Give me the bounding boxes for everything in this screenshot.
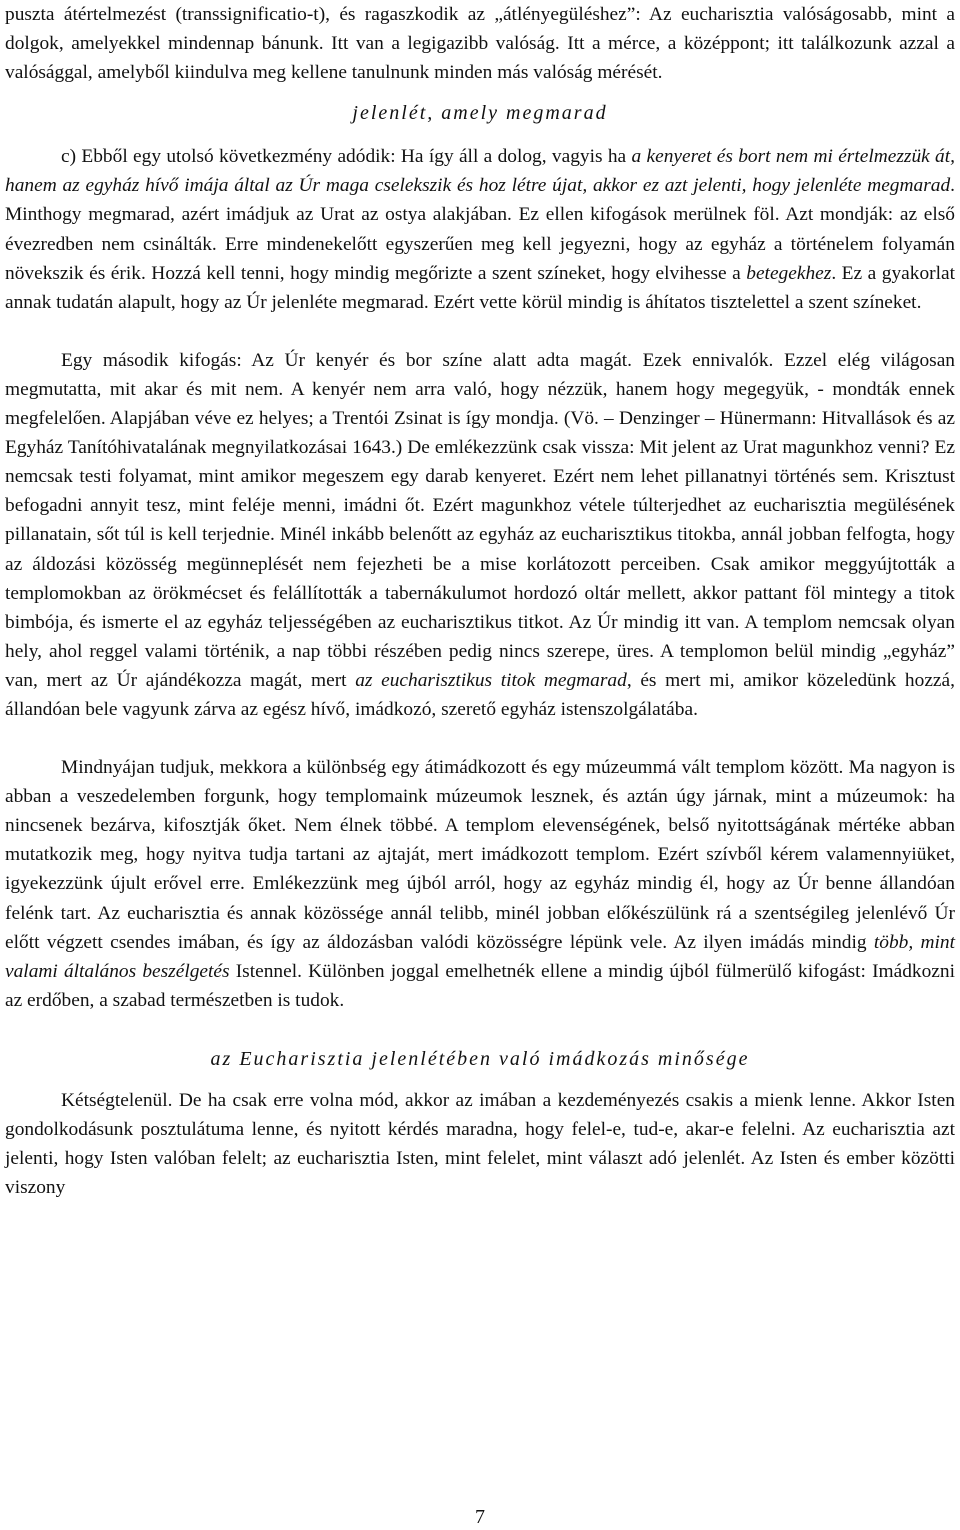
document-page — [5, 0, 955, 1202]
text-run: c) Ebből egy utolsó következmény adódik: Ha így áll a dolog, vagyis ha — [61, 146, 632, 168]
italic-text-run: betegekhez — [746, 262, 832, 284]
italic-text-run: a kenyeret és bort nem mi értelmezzük át, hanem az egyház hívő imája által az Úr maga cselekszik és hoz létre újat, akkor ez azt jelenti, hogy jelenléte megmarad — [5, 146, 955, 197]
text-run: Mindnyájan tudjuk, mekkora a különbség egy átimádkozott és egy múzeummá vált templom között. Ma nagyon is abban a veszedelemben forgunk, hogy templomaink múzeumok lesznek, és aztán úgy járnak, mint a múzeumok: ha nincsenek bezárva, kifosztják őket. Nem élnek többé. A templom elevenségének, belső nyitottságának mértéke abban mutatkozik meg, hogy nyitva tudja tartani az ajtaját, mert imádkozott templom. Ezért szívből kérem valamennyiüket, igyekezzünk újult erővel erre. Emlékezzünk meg újból arról, hogy az egyház mindig él, hogy az Úr benne állandóan felénk tart. Az eucharisztia és annak közössége annál telibb, minél jobban előkészülünk rá a szentségileg jelenlévő Úr előtt végzett csendes imában, és így az áldozásban valódi közösségre lépünk vele. Az ilyen imádás mindig — [5, 757, 955, 953]
text-run: . Ez a gyakorlat annak tudatán alapult, hogy az Úr jelenléte megmarad. Ezért vette körül mindig is áhítatos tisztelettel a szent színeket. — [5, 262, 955, 313]
section-heading: az Eucharisztia jelenlétében való imádkozás minősége — [210, 1047, 750, 1070]
section-heading: jelenlét, amely megmarad — [352, 102, 608, 125]
page-number: 7 — [475, 1506, 485, 1528]
italic-text-run: az eucharisztikus titok megmarad — [355, 669, 627, 691]
text-run: Egy második kifogás: Az Úr kenyér és bor színe alatt adta magát. Ezek ennivalók. Ezzel elég világosan megmutatta, mit akar és mit nem. A kenyér nem arra való, hogy nézzük, hanem hogy megegyük, - mondták ennek megfelelően. Alapjában véve ez helyes; a Trentói Zsinat is így mondja. (Vö. – Denzinger – Hünermann: Hitvallások és az Egyház Tanítóhivatalának megnyilatkozásai 1643.) De emlékezzünk csak vissza: Mit jelent az Urat magunkhoz venni? Ez nemcsak testi folyamat, mint amikor megeszem egy darab kenyeret. Ezért nem lehet pillanatnyi történés sem. Krisztust befogadni annyit tesz, mint feléje menni, imádni őt. Ezért magunkhoz vétele túlterjedhet az eucharisztia megülésének pillanatain, sőt túl is kell terjednie. Minél inkább belenőtt az egyház az eucharisztikus titokba, annál jobban felfogta, hogy az áldozási közösség megünneplését nem fejezheti be a mise korlátozott perceiben. Csak amikor meggyújtották a templomokban az örökmécset és felállították a tabernákulumot hordozó oltár mellett, akkor pattant föl mintegy a titok bimbója, és ismerte el az egyház teljességében az eucharisztikus titkot. Az Úr mindig itt van. A templom nemcsak olyan hely, ahol reggel valami történik, a nap többi részében pedig nincs szerepe, üres. A templomon belül mindig „egyház” van, mert az Úr ajándékozza magát, mert — [5, 349, 955, 691]
text-run: puszta átértelmezést (transsignificatio-t), és ragaszkodik az „átlényegüléshez”: Az eucharisztia valóságosabb, mint a dolgok, amelyekkel mindennap bánunk. Itt van a legigazibb valóság. Itt a mérce, a középpont; itt találkozunk azzal a valósággal, amelyből kiindulva meg kellene tanulnunk minden más valóság mérését. — [5, 4, 955, 84]
paragraph-intro — [5, 0, 955, 87]
text-run: Istennel. Különben joggal emelhetnék ellene a mindig újból fülmerülő kifogást: Imádkozni az erdőben, a szabad természetben is tudok. — [5, 960, 955, 1011]
text-run: Kétségtelenül. De ha csak erre volna mód, akkor az imában a kezdeményezés csakis a mienk lenne. Akkor Isten gondolkodásunk posztulátuma lenne, és nyitott kérdés maradna, hogy felel-e, tud-e, akar-e felelni. Az eucharisztia azt jelenti, hogy Isten valóban felelt; az eucharisztia Isten, mint felelet, mint választ adó jelenlét. Az Isten és ember közötti viszony — [5, 1089, 955, 1199]
paragraph-c — [5, 142, 955, 317]
text-run: , és mert mi, amikor közeledünk hozzá, állandóan bele vagyunk zárva az egész hívő, imádkozó, szerető egyház istenszolgálatába. — [5, 669, 955, 720]
italic-text-run: több, mint valami általános beszélgetés — [5, 931, 955, 982]
paragraph-last — [5, 1086, 955, 1202]
paragraph-second-objection — [5, 346, 955, 724]
paragraph-museum — [5, 753, 955, 1015]
text-run: . Minthogy megmarad, azért imádjuk az Urat az ostya alakjában. Ez ellen kifogások merülnek föl. Azt mondják: az első évezredben nem csinálták. Erre mindenekelőtt egyszerűen meg kell jegyezni, hogy az egyház a történelem folyamán növekszik és érik. Hozzá kell tenni, hogy mindig megőrizte a szent színeket, hogy elvihesse a — [5, 175, 955, 284]
